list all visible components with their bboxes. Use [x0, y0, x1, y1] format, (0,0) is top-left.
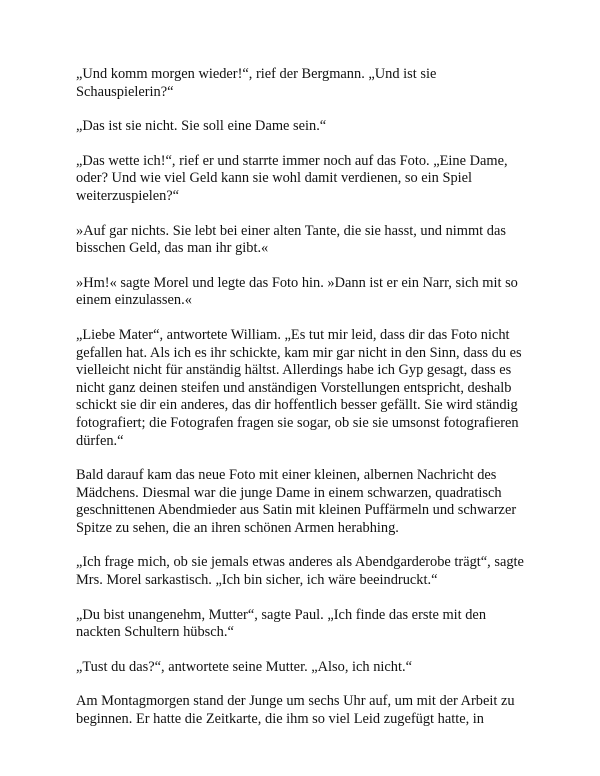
paragraph: „Ich frage mich, ob sie jemals etwas anderes als Abendgarderobe trägt“, sagte Mrs. Morel sarkastisch. „Ich bin sicher, ich wäre beeindruckt.“	[76, 554, 524, 589]
paragraph: »Hm!« sagte Morel und legte das Foto hin. »Dann ist er ein Narr, sich mit so einem einzulassen.«	[76, 274, 518, 309]
document-body	[76, 66, 532, 746]
paragraph: Am Montagmorgen stand der Junge um sechs Uhr auf, um mit der Arbeit zu beginnen. Er hatte die Zeitkarte, die ihm so viel Leid zugefügt hatte, in	[76, 693, 515, 728]
paragraph: „Liebe Mater“, antwortete William. „Es tut mir leid, dass dir das Foto nicht gefallen hat. Als ich es ihr schickte, kam mir gar nicht in den Sinn, dass du es vielleicht nicht für anständig hältst. Allerdings habe ich Gyp gesagt, dass es nicht ganz deinen steifen und anständigen Vorstellungen entspricht, deshalb schickt sie dir ein anderes, das dir hoffentlich besser gefällt. Sie wird ständig fotografiert; die Fotografen fragen sie sogar, ob sie sie umsonst fotografieren dürfen.“	[76, 326, 522, 449]
paragraph: „Und komm morgen wieder!“, rief der Bergmann. „Und ist sie Schauspielerin?“	[76, 66, 437, 100]
paragraph: „Tust du das?“, antwortete seine Mutter. „Also, ich nicht.“	[76, 658, 412, 675]
paragraph: „Du bist unangenehm, Mutter“, sagte Paul. „Ich finde das erste mit den nackten Schultern hübsch.“	[76, 606, 487, 641]
paragraph: »Auf gar nichts. Sie lebt bei einer alten Tante, die sie hasst, und nimmt das bisschen Geld, das man ihr gibt.«	[76, 222, 506, 257]
paragraph: „Das ist sie nicht. Sie soll eine Dame sein.“	[76, 118, 327, 135]
paragraph: Bald darauf kam das neue Foto mit einer kleinen, albernen Nachricht des Mädchens. Diesmal war die junge Dame in einem schwarzen, quadratisch geschnittenen Abendmieder aus Satin mit kleinen Puffärmeln und schwarzer Spitze zu sehen, die an ihren schönen Armen herabhing.	[76, 467, 517, 536]
paragraph: „Das wette ich!“, rief er und starrte immer noch auf das Foto. „Eine Dame, oder? Und wie viel Geld kann sie wohl damit verdienen, so ein Spiel weiterzuspielen?“	[76, 152, 508, 204]
